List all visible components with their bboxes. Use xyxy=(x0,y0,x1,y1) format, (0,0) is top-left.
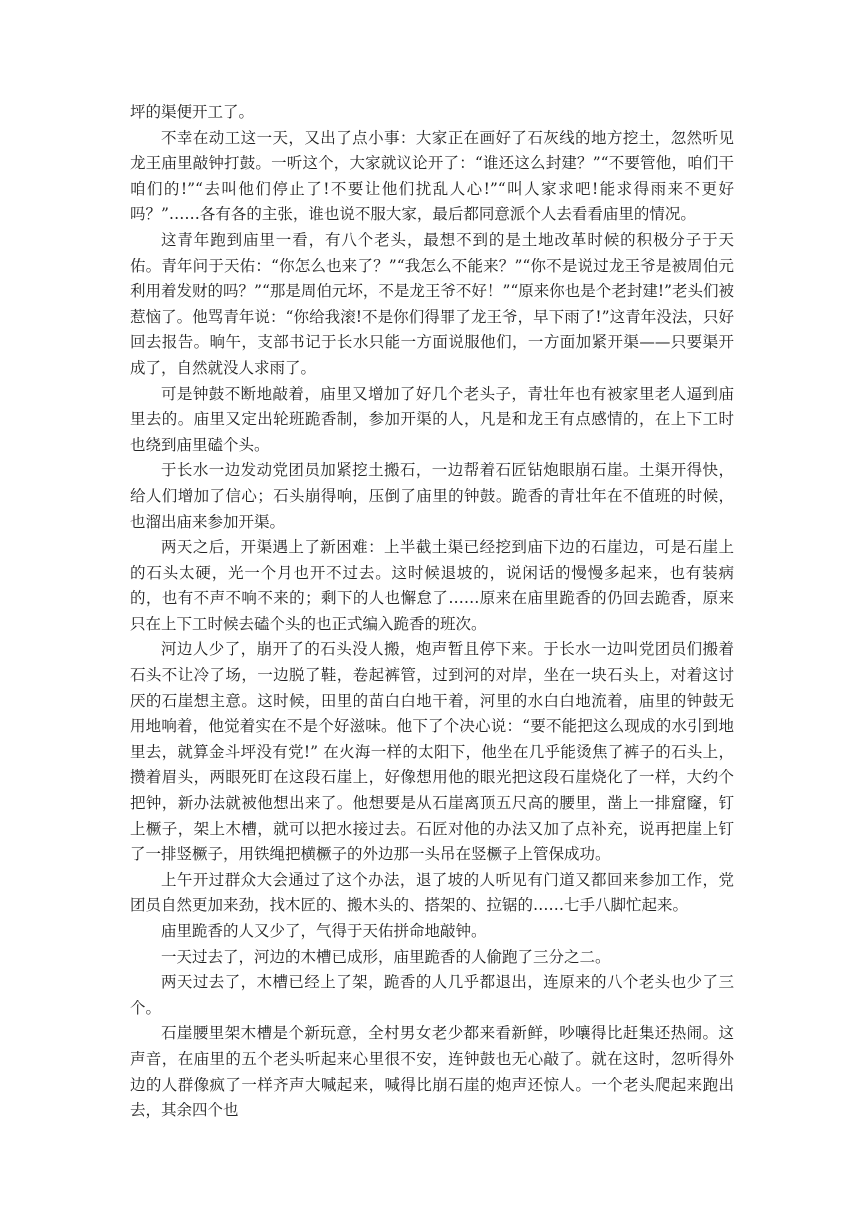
paragraph: 一天过去了，河边的木槽已成形，庙里跪香的人偷跑了三分之二。 xyxy=(161,947,611,966)
paragraph: 河边人少了，崩开了的石头没人搬，炮声暂且停下来。于长水一边叫党团员们搬着石头不让冷了场，一边脱了鞋，卷起裤管，过到河的对岸，坐在一块石头上，对着这讨厌的石崖想主意。这时候，田里的苗白白地干着，河里的水白白地流着，庙里的钟鼓无用地响着，他觉着实在不是个好滋味。他下了个决心说：“要不能把这么现成的水引到地里去，就算金斗坪没有党!” 在火海一样的太阳下，他坐在几乎能烫焦了裤子的石头上，攒着眉头，两眼死盯在这段石崖上，好像想用他的眼光把这段石崖烧化了一样，大约个把钟，新办法就被他想出来了。他想要是从石崖离顶五尺高的腰里，凿上一排窟窿，钉上橛子，架上木槽，就可以把水接过去。石匠对他的办法又加了点补充，说再把崖上钉了一排竖橛子，用铁绳把横橛子的外边那一头吊在竖橛子上管保成功。 xyxy=(130,640,734,864)
paragraph: 这青年跑到庙里一看，有八个老头，最想不到的是土地改革时候的积极分子于天佑。青年问于天佑：“你怎么也来了？”“我怎么不能来？”“你不是说过龙王爷是被周伯元利用着发财的吗？”“那是周伯元坏，不是龙王爷不好！”“原来你也是个老封建!”老头们被惹恼了。他骂青年说：“你给我滚!不是你们得罪了龙王爷，早下雨了!”这青年没法，只好回去报告。晌午，支部书记于长水只能一方面说服他们，一方面加紧开渠——只要渠开成了，自然就没人求雨了。 xyxy=(130,230,734,377)
paragraph: 可是钟鼓不断地敲着，庙里又增加了好几个老头子，青壮年也有被家里老人逼到庙里去的。庙里又定出轮班跪香制，参加开渠的人，凡是和龙王有点感情的，在上下工时也绕到庙里磕个头。 xyxy=(130,384,734,454)
paragraph: 两天之后，开渠遇上了新困难：上半截土渠已经挖到庙下边的石崖边，可是石崖上的石头太硬，光一个月也开不过去。这时候退坡的，说闲话的慢慢多起来，也有装病的，也有不声不响不来的；剩下的人也懈怠了……原来在庙里跪香的仍回去跪香，原来只在上下工时候去磕个头的也正式编入跪香的班次。 xyxy=(130,538,734,633)
paragraph: 上午开过群众大会通过了这个办法，退了坡的人听见有门道又都回来参加工作，党团员自然更加来劲，找木匠的、搬木头的、搭架的、拉锯的……七手八脚忙起来。 xyxy=(130,870,734,915)
document-body xyxy=(130,100,734,1124)
paragraph: 于长水一边发动党团员加紧挖土搬石，一边帮着石匠钻炮眼崩石崖。土渠开得快，给人们增加了信心；石头崩得响，压倒了庙里的钟鼓。跪香的青壮年在不值班的时候，也溜出庙来参加开渠。 xyxy=(130,461,734,531)
paragraph: 石崖腰里架木槽是个新玩意，全村男女老少都来看新鲜，吵嚷得比赶集还热闹。这声音，在庙里的五个老头听起来心里很不安，连钟鼓也无心敲了。就在这时，忽听得外边的人群像疯了一样齐声大喊起来，喊得比崩石崖的炮声还惊人。一个老头爬起来跑出去，其余四个也 xyxy=(130,1024,734,1120)
paragraph: 坪的渠便开工了。 xyxy=(130,103,255,121)
paragraph: 两天过去了，木槽已经上了架，跪香的人几乎都退出，连原来的八个老头也少了三个。 xyxy=(130,973,734,1017)
paragraph: 庙里跪香的人又少了，气得于天佑拼命地敲钟。 xyxy=(161,922,487,940)
paragraph: 不幸在动工这一天，又出了点小事：大家正在画好了石灰线的地方挖土，忽然听见龙王庙里敲钟打鼓。一听这个，大家就议论开了：“谁还这么封建？”“不要管他，咱们干咱们的!”“去叫他们停止了!不要让他们扰乱人心!”“叫人家求吧!能求得雨来不更好吗？”……各有各的主张，谁也说不服大家，最后都同意派个人去看看庙里的情况。 xyxy=(130,128,734,224)
